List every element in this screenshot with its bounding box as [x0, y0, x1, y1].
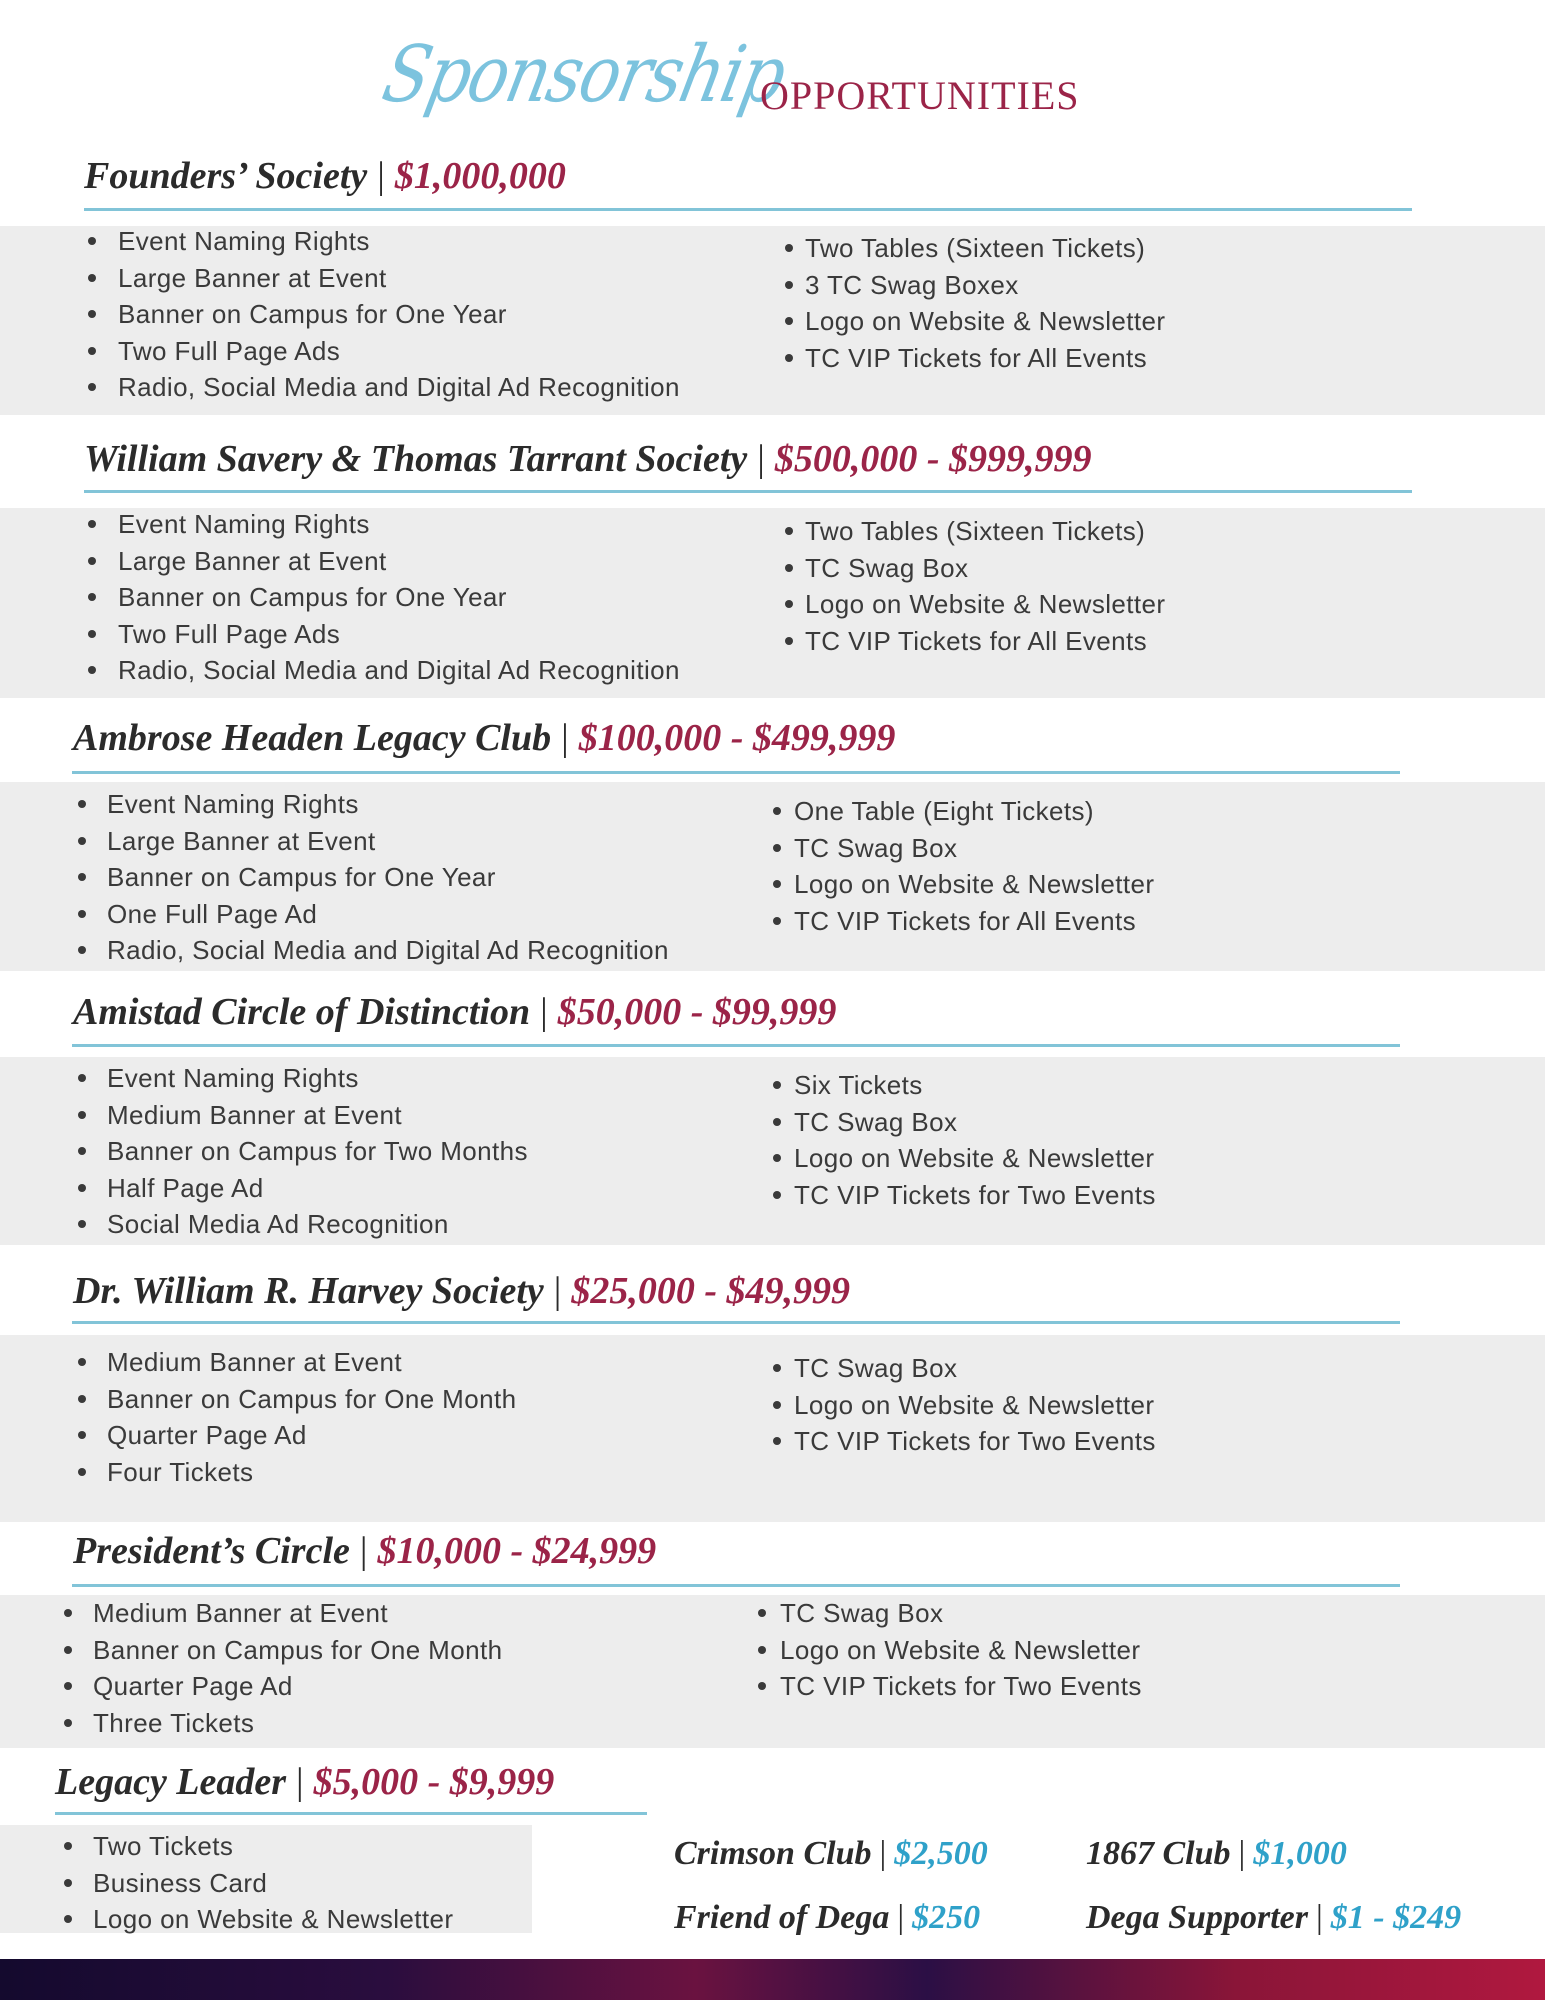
tier-name: Legacy Leader [55, 1761, 287, 1803]
benefit-item: One Table (Eight Tickets) [794, 796, 1094, 826]
benefit-item: Quarter Page Ad [107, 1420, 307, 1450]
benefit-item: TC VIP Tickets for Two Events [794, 1179, 1156, 1210]
benefit-item: Banner on Campus for One Year [118, 582, 507, 612]
bullet-icon [88, 310, 96, 318]
tier-name: Dr. William R. Harvey Society [73, 1270, 544, 1312]
bullet-icon [773, 880, 781, 888]
club-tier [1086, 1834, 1347, 1874]
bullet-icon [78, 873, 86, 881]
tier-underline [72, 1044, 1400, 1047]
benefit-item: Social Media Ad Recognition [107, 1209, 449, 1239]
benefit-item: Logo on Website & Newsletter [805, 306, 1166, 336]
bullet-icon [773, 807, 781, 815]
benefit-item: TC VIP Tickets for Two Events [794, 1426, 1156, 1456]
bullet-icon [78, 1395, 86, 1403]
tier-price: $50,000 - $99,999 [557, 991, 837, 1033]
tier-price: $5,000 - $9,999 [313, 1761, 555, 1803]
club-tier [674, 1834, 988, 1874]
benefit-item: TC Swag Box [794, 832, 958, 863]
tier-name: President’s Circle [73, 1530, 350, 1572]
club-name: Crimson Club [674, 1835, 872, 1872]
bullet-icon [88, 557, 96, 565]
benefit-item: TC VIP Tickets for Two Events [780, 1671, 1142, 1701]
benefit-item: Large Banner at Event [118, 262, 387, 293]
tier-name: Amistad Circle of Distinction [73, 991, 531, 1033]
benefit-item: Banner on Campus for One Month [107, 1383, 517, 1414]
bullet-icon [78, 1111, 86, 1119]
benefit-item: Medium Banner at Event [107, 1347, 402, 1377]
tier-heading [73, 990, 836, 1034]
bullet-icon [785, 564, 793, 572]
separator: | [1315, 1899, 1323, 1936]
club-name: 1867 Club [1086, 1835, 1231, 1872]
separator: | [296, 1761, 304, 1803]
separator: | [561, 717, 569, 759]
bullet-icon [88, 520, 96, 528]
separator: | [757, 438, 765, 480]
bullet-icon [64, 1646, 72, 1654]
bullet-icon [78, 1431, 86, 1439]
club-tier [674, 1898, 980, 1938]
benefit-item: Banner on Campus for One Year [107, 862, 496, 892]
bullet-icon [785, 317, 793, 325]
bullet-icon [773, 1437, 781, 1445]
tier-underline [84, 490, 1412, 493]
bullet-icon [785, 354, 793, 362]
bullet-icon [88, 630, 96, 638]
separator: | [553, 1270, 562, 1312]
benefit-item: Six Tickets [794, 1070, 923, 1100]
separator: | [879, 1835, 887, 1872]
bullet-icon [64, 1609, 72, 1617]
separator: | [1238, 1835, 1246, 1872]
benefit-item: Business Card [93, 1867, 268, 1898]
bullet-icon [78, 837, 86, 845]
tier-price: $100,000 - $499,999 [578, 717, 896, 759]
bullet-icon [78, 946, 86, 954]
tier-heading [73, 1269, 850, 1313]
benefit-item: Radio, Social Media and Digital Ad Recognition [107, 935, 669, 965]
bullet-icon [773, 1401, 781, 1409]
bullet-icon [88, 383, 96, 391]
club-tier [1086, 1898, 1461, 1938]
benefit-item: Logo on Website & Newsletter [794, 1389, 1155, 1420]
bullet-icon [78, 1184, 86, 1192]
benefit-item: Event Naming Rights [107, 789, 359, 819]
benefit-item: TC Swag Box [794, 1106, 958, 1137]
bullet-icon [785, 281, 793, 289]
tier-name: Founders’ Society [84, 155, 368, 197]
benefit-item: Two Tickets [93, 1831, 234, 1861]
benefit-item: Event Naming Rights [118, 226, 370, 256]
club-price: $250 [912, 1899, 981, 1936]
bullet-icon [88, 666, 96, 674]
benefit-item: Logo on Website & Newsletter [780, 1634, 1141, 1665]
benefit-item: Radio, Social Media and Digital Ad Recognition [118, 655, 680, 685]
club-price: $1,000 [1253, 1835, 1347, 1872]
bullet-icon [78, 1074, 86, 1082]
club-name: Dega Supporter [1086, 1899, 1308, 1936]
bullet-icon [785, 527, 793, 535]
benefit-item: Medium Banner at Event [93, 1598, 388, 1628]
bullet-icon [88, 347, 96, 355]
bullet-icon [785, 600, 793, 608]
club-price: $1 - $249 [1330, 1899, 1462, 1936]
club-name: Friend of Dega [674, 1899, 890, 1936]
bullet-icon [64, 1719, 72, 1727]
benefit-item: Quarter Page Ad [93, 1671, 293, 1701]
benefit-item: Medium Banner at Event [107, 1099, 402, 1130]
tier-heading [55, 1760, 554, 1804]
tier-price: $10,000 - $24,999 [377, 1530, 657, 1572]
benefit-item: 3 TC Swag Boxex [805, 269, 1019, 300]
tier-name: Ambrose Headen Legacy Club [73, 717, 552, 759]
benefit-item: One Full Page Ad [107, 898, 318, 929]
benefit-item: Logo on Website & Newsletter [805, 589, 1166, 619]
bullet-icon [785, 637, 793, 645]
bullet-icon [773, 1118, 781, 1126]
tier-heading [84, 437, 1092, 481]
benefit-item: TC VIP Tickets for All Events [794, 905, 1137, 936]
benefit-item: Three Tickets [93, 1707, 255, 1738]
benefit-item: Two Tables (Sixteen Tickets) [805, 516, 1146, 546]
separator: | [897, 1899, 905, 1936]
bullet-icon [78, 1220, 86, 1228]
tier-underline [72, 771, 1400, 774]
bullet-icon [758, 1609, 766, 1617]
benefit-item: Banner on Campus for Two Months [107, 1136, 528, 1166]
separator: | [540, 991, 548, 1033]
benefit-item: Radio, Social Media and Digital Ad Recognition [118, 372, 680, 402]
benefit-item: Banner on Campus for One Year [118, 299, 507, 329]
benefit-item: Event Naming Rights [107, 1063, 359, 1093]
benefit-item: Logo on Website & Newsletter [794, 1143, 1155, 1173]
separator: | [359, 1530, 368, 1572]
tier-underline [72, 1584, 1400, 1587]
benefit-item: Logo on Website & Newsletter [794, 869, 1155, 899]
bullet-icon [78, 1147, 86, 1155]
bullet-icon [88, 237, 96, 245]
bullet-icon [88, 274, 96, 282]
benefit-item: Event Naming Rights [118, 509, 370, 539]
bullet-icon [785, 244, 793, 252]
benefit-item: Banner on Campus for One Month [93, 1634, 503, 1665]
bullet-icon [773, 1154, 781, 1162]
bullet-icon [758, 1682, 766, 1690]
title-caps: OPPORTUNITIES [760, 73, 1080, 118]
tier-heading [73, 716, 895, 760]
footer-texture-band [0, 1959, 1545, 2000]
benefit-item: TC Swag Box [805, 552, 969, 583]
tier-name: William Savery & Thomas Tarrant Society [84, 438, 748, 480]
benefit-item: Half Page Ad [107, 1172, 264, 1203]
bullet-icon [773, 917, 781, 925]
benefit-item: Two Full Page Ads [118, 618, 341, 649]
benefit-item: TC Swag Box [794, 1353, 958, 1383]
bullet-icon [78, 910, 86, 918]
bullet-icon [773, 1364, 781, 1372]
benefit-item: Logo on Website & Newsletter [93, 1904, 454, 1934]
tier-price: $1,000,000 [394, 155, 566, 197]
bullet-icon [758, 1646, 766, 1654]
benefit-item: Large Banner at Event [107, 825, 376, 856]
benefit-item: TC VIP Tickets for All Events [805, 625, 1148, 656]
bullet-icon [64, 1682, 72, 1690]
tier-underline [84, 208, 1412, 211]
benefit-item: Two Tables (Sixteen Tickets) [805, 233, 1146, 263]
tier-heading [73, 1529, 656, 1573]
benefit-item: TC Swag Box [780, 1598, 944, 1628]
bullet-icon [88, 593, 96, 601]
bullet-icon [64, 1842, 72, 1850]
tier-underline [55, 1812, 647, 1815]
bullet-icon [78, 800, 86, 808]
bullet-icon [773, 1081, 781, 1089]
tier-underline [72, 1321, 1400, 1324]
bullet-icon [78, 1358, 86, 1366]
benefit-item: Large Banner at Event [118, 545, 387, 576]
bullet-icon [773, 1191, 781, 1199]
benefit-item: Two Full Page Ads [118, 335, 341, 366]
benefit-item: TC VIP Tickets for All Events [805, 342, 1148, 373]
tier-price: $25,000 - $49,999 [571, 1270, 851, 1312]
tier-price: $500,000 - $999,999 [774, 438, 1092, 480]
title-script: Sponsorship [375, 30, 793, 120]
tier-heading [84, 154, 566, 198]
bullet-icon [78, 1468, 86, 1476]
bullet-icon [64, 1879, 72, 1887]
benefit-item: Four Tickets [107, 1456, 254, 1487]
club-price: $2,500 [894, 1835, 988, 1872]
bullet-icon [773, 844, 781, 852]
separator: | [377, 155, 385, 197]
bullet-icon [64, 1915, 72, 1923]
